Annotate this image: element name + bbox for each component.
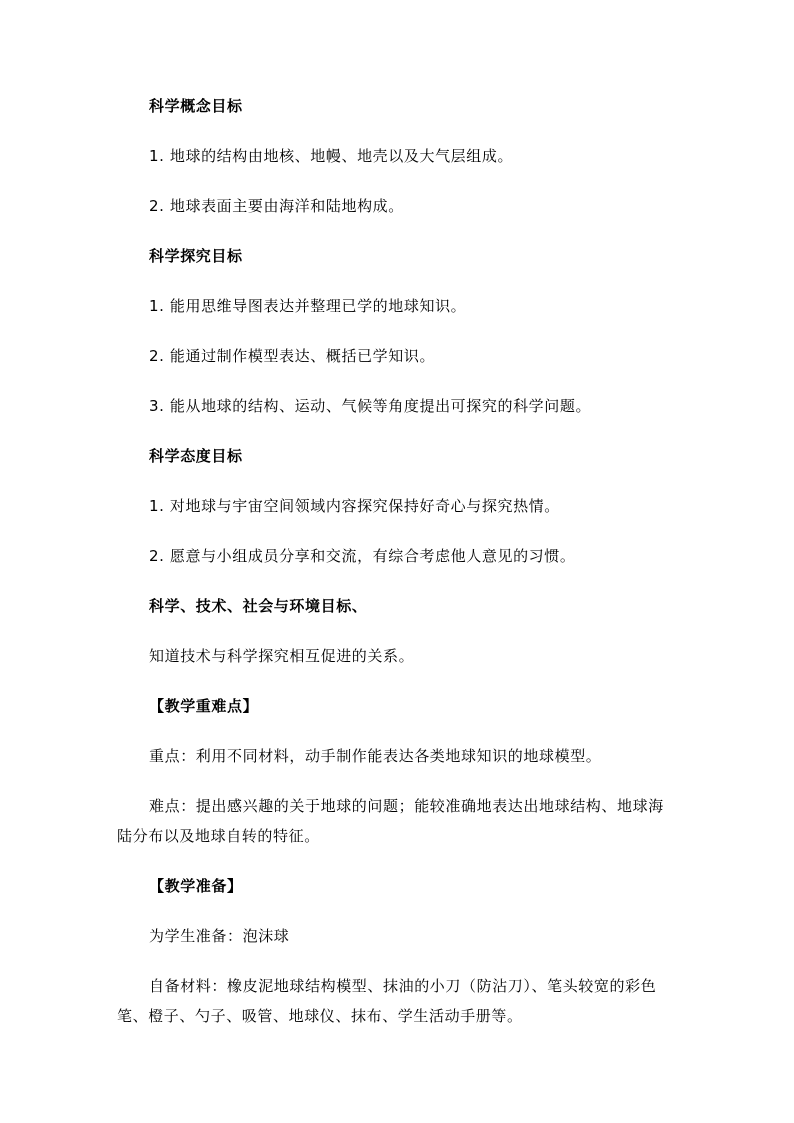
preparation-self-line-1: 自备材料：橡皮泥地球结构模型、抹油的小刀（防沾刀）、笔头较宽的彩色 bbox=[149, 977, 657, 995]
heading-inquiry-goals: 科学探究目标 bbox=[149, 247, 243, 265]
heading-concept-goals: 科学概念目标 bbox=[149, 97, 243, 115]
key-point-focus: 重点：利用不同材料，动手制作能表达各类地球知识的地球模型。 bbox=[149, 747, 602, 765]
concept-item-1: 1. 地球的结构由地核、地幔、地壳以及大气层组成。 bbox=[149, 147, 514, 165]
inquiry-item-1: 1. 能用思维导图表达并整理已学的地球知识。 bbox=[149, 297, 467, 315]
heading-key-points: 【教学重难点】 bbox=[149, 697, 259, 715]
stse-text: 知道技术与科学探究相互促进的关系。 bbox=[149, 647, 415, 665]
inquiry-item-3: 3. 能从地球的结构、运动、气候等角度提出可探究的科学问题。 bbox=[149, 397, 592, 415]
heading-attitude-goals: 科学态度目标 bbox=[149, 447, 243, 465]
attitude-item-1: 1. 对地球与宇宙空间领域内容探究保持好奇心与探究热情。 bbox=[149, 497, 560, 515]
heading-preparation: 【教学准备】 bbox=[149, 877, 243, 895]
concept-item-2: 2. 地球表面主要由海洋和陆地构成。 bbox=[149, 197, 404, 215]
preparation-self-line-2: 笔、橙子、勺子、吸管、地球仪、抹布、学生活动手册等。 bbox=[117, 1007, 523, 1025]
key-point-difficulty-line-2: 陆分布以及地球自转的特征。 bbox=[117, 827, 320, 845]
key-point-difficulty-line-1: 难点：提出感兴趣的关于地球的问题；能较准确地表达出地球结构、地球海 bbox=[149, 797, 664, 815]
inquiry-item-2: 2. 能通过制作模型表达、概括已学知识。 bbox=[149, 347, 436, 365]
preparation-students: 为学生准备：泡沫球 bbox=[149, 927, 290, 945]
heading-stse-goals: 科学、技术、社会与环境目标、 bbox=[149, 597, 368, 615]
attitude-item-2: 2. 愿意与小组成员分享和交流，有综合考虑他人意见的习惯。 bbox=[149, 547, 576, 565]
